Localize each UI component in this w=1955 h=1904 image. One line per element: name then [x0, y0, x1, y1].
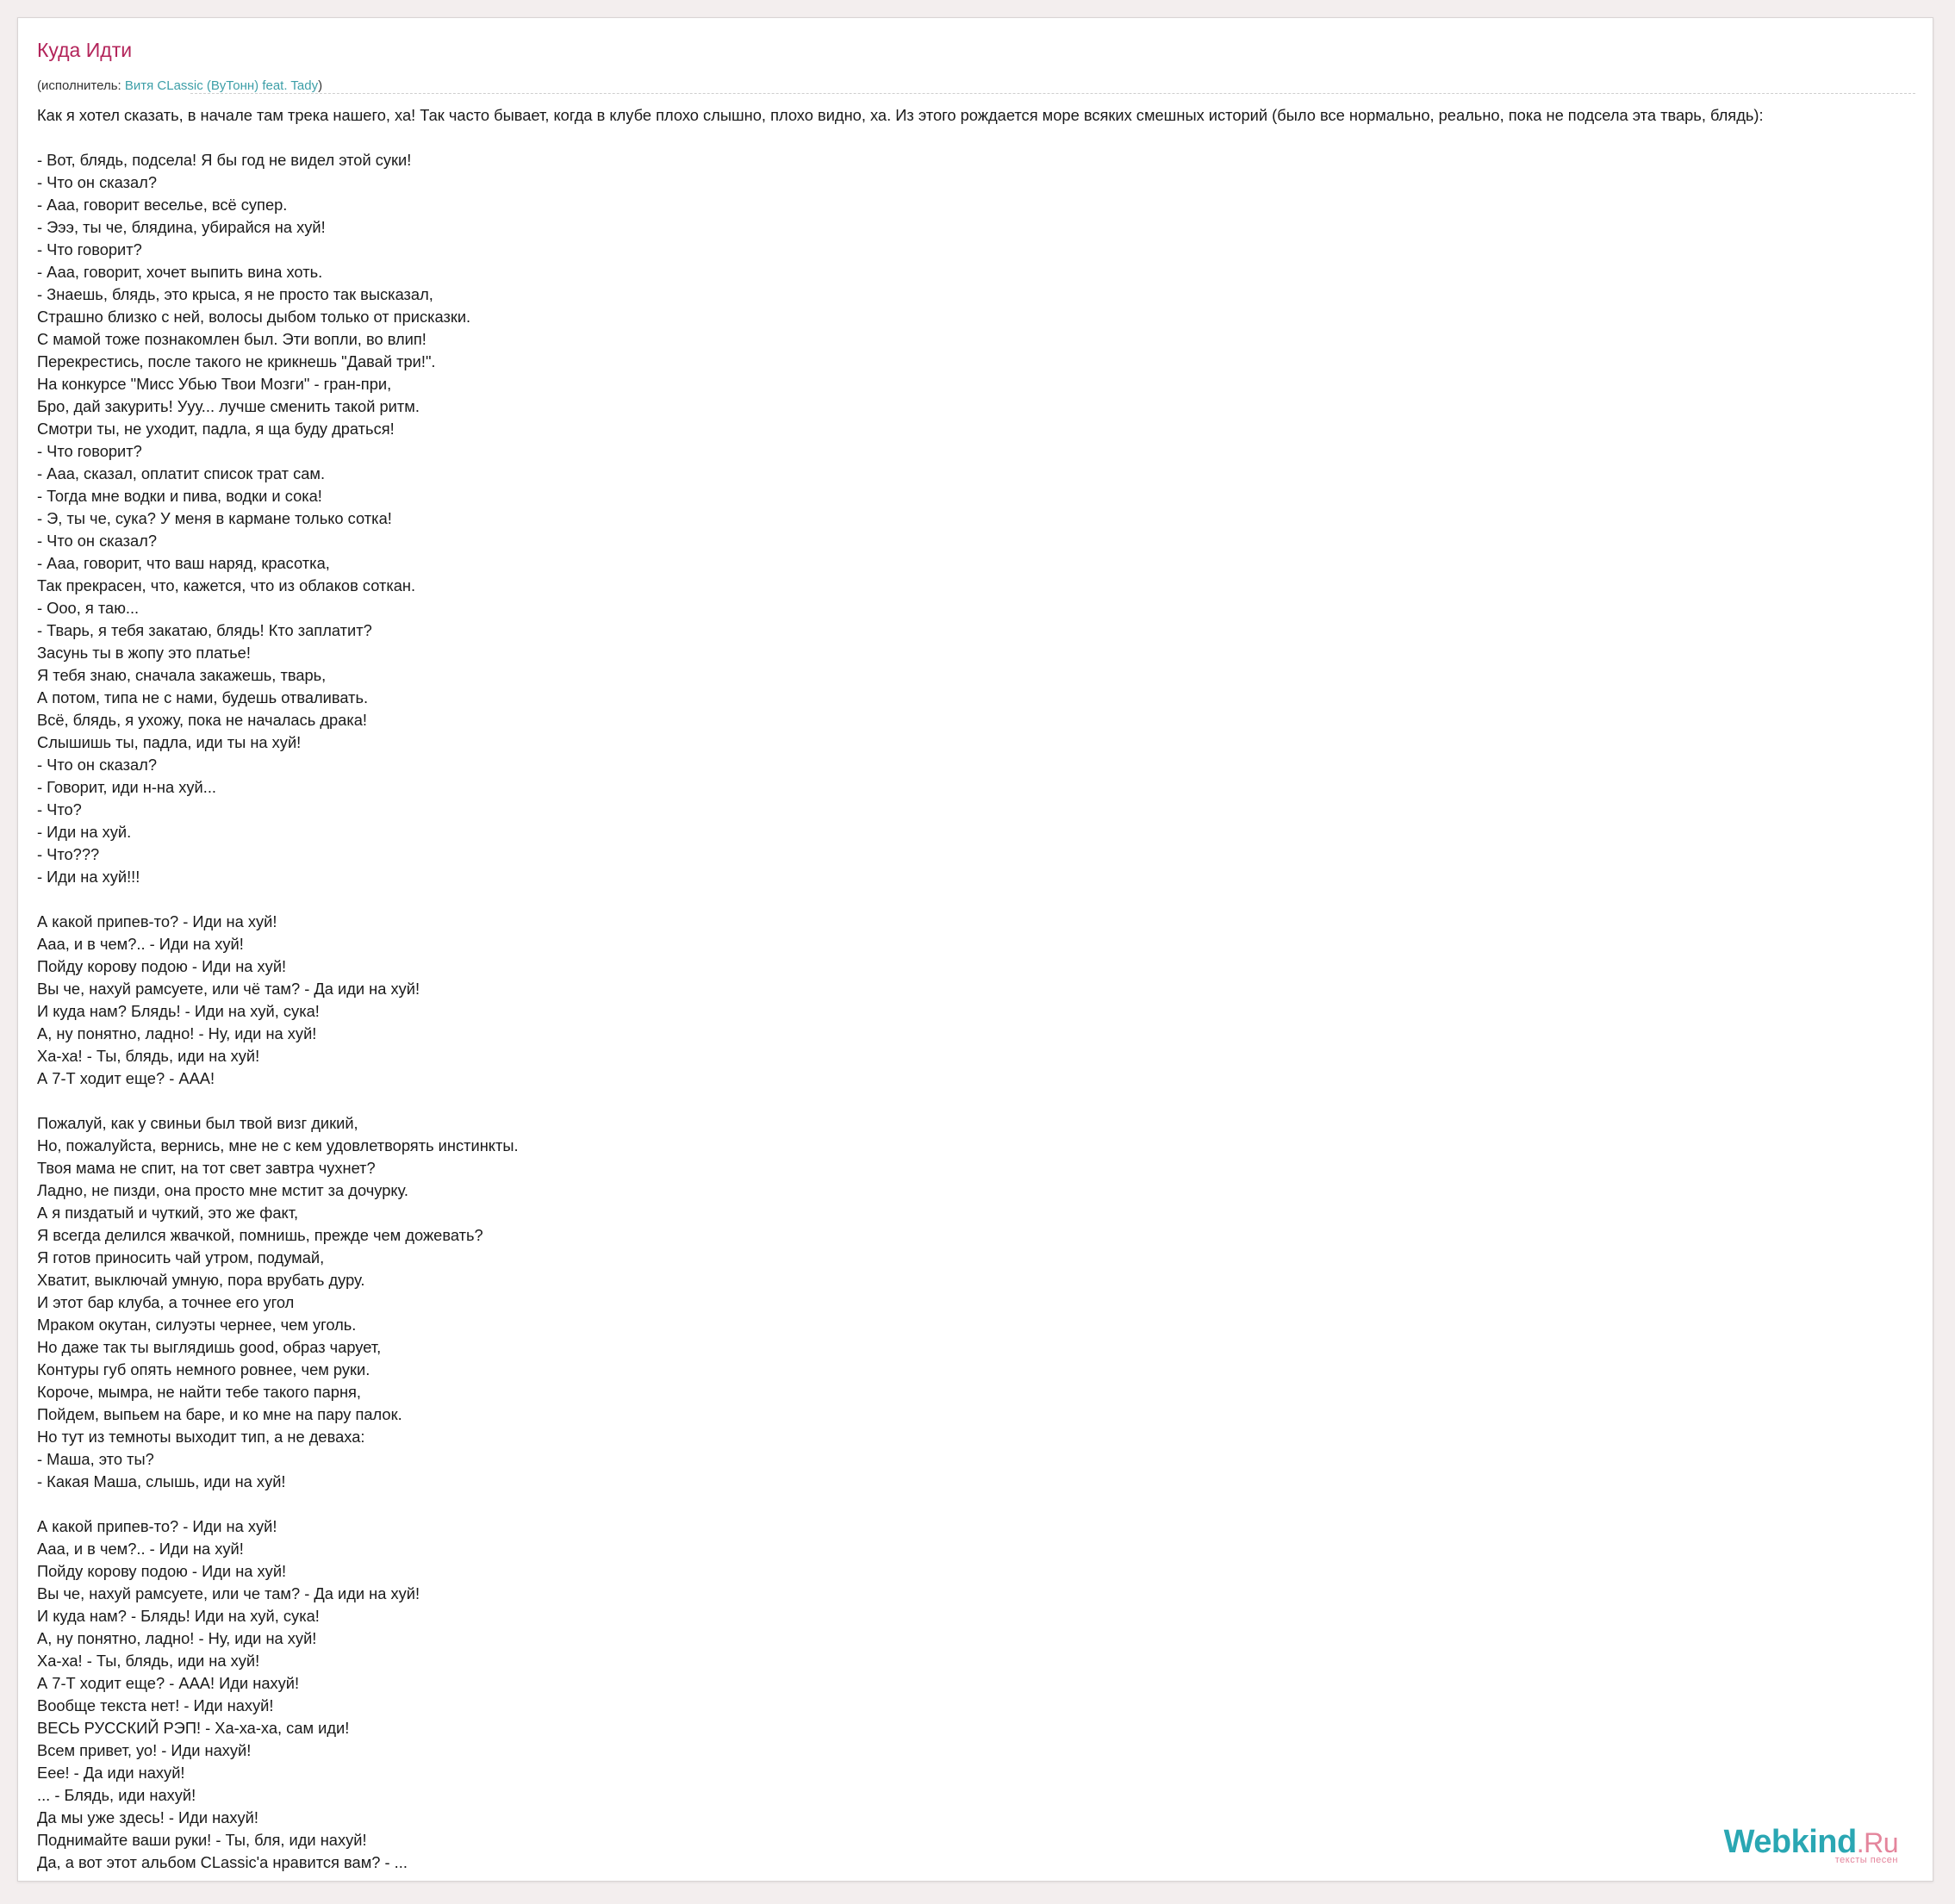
lyric-line: Пожалуй, как у свиньи был твой визг дикий,	[37, 1114, 358, 1132]
lyric-line: Да, а вот этот альбом CLassic'a нравится вам? - ...	[37, 1853, 408, 1871]
lyric-line: А какой припев-то? - Иди на хуй!	[37, 1517, 277, 1535]
lyric-line: С мамой тоже познакомлен был. Эти вопли, во влип!	[37, 330, 426, 348]
lyrics-paragraph	[37, 911, 1933, 1090]
lyric-line: - Иди на хуй.	[37, 823, 132, 841]
artist-line	[37, 78, 322, 94]
lyric-line: Перекрестись, после такого не крикнешь "Давай три!".	[37, 352, 436, 370]
lyric-line: - Ааа, сказал, оплатит список трат сам.	[37, 464, 326, 482]
lyric-line: А потом, типа не с нами, будешь отваливать.	[37, 688, 369, 706]
artist-suffix: )	[318, 78, 323, 93]
page-container	[17, 17, 1933, 1882]
lyric-line: - Э, ты че, сука? У меня в кармане только сотка!	[37, 509, 392, 527]
lyrics-paragraph	[37, 104, 1933, 127]
artist-link[interactable]: Витя CLassic (ВуТонн) feat. Tady	[124, 78, 319, 93]
lyric-line: Вы че, нахуй рамсуете, или чё там? - Да иди на хуй!	[37, 980, 420, 998]
lyric-line: Но, пожалуйста, вернись, мне не с кем удовлетворять инстинкты.	[37, 1136, 519, 1154]
lyric-line: Засунь ты в жопу это платье!	[37, 644, 251, 662]
logo-subtitle: тексты песен	[1834, 1855, 1898, 1865]
lyric-line: Поднимайте ваши руки! - Ты, бля, иди нахуй!	[37, 1831, 367, 1849]
lyric-line: - Эээ, ты че, блядина, убирайся на хуй!	[37, 218, 326, 236]
lyric-line: И этот бар клуба, а точнее его угол	[37, 1293, 295, 1311]
lyric-line: А какой припев-то? - Иди на хуй!	[37, 912, 277, 930]
lyric-line: - Тварь, я тебя закатаю, блядь! Кто заплатит?	[37, 621, 372, 639]
lyric-line: - Ааа, говорит, что ваш наряд, красотка,	[37, 554, 330, 572]
lyric-line: - Что он сказал?	[37, 756, 157, 774]
lyric-line: - Знаешь, блядь, это крыса, я не просто так высказал,	[37, 285, 433, 303]
lyric-line: Вообще текста нет! - Иди нахуй!	[37, 1696, 274, 1714]
lyric-line: А, ну понятно, ладно! - Ну, иди на хуй!	[37, 1629, 317, 1647]
lyric-line: - Тогда мне водки и пива, водки и сока!	[37, 487, 322, 505]
lyric-line: - Что он сказал?	[37, 532, 157, 550]
lyric-line: Пойду корову подою - Иди на хуй!	[37, 957, 287, 975]
lyric-line: Но тут из темноты выходит тип, а не деваха:	[37, 1428, 365, 1446]
lyric-line: Да мы уже здесь! - Иди нахуй!	[37, 1808, 258, 1826]
lyric-line: А я пиздатый и чуткий, это же факт,	[37, 1204, 299, 1222]
lyric-line: Но даже так ты выглядишь good, образ чарует,	[37, 1338, 382, 1356]
lyric-line: Ладно, не пизди, она просто мне мстит за дочурку.	[37, 1181, 408, 1199]
site-logo[interactable]	[1724, 1825, 1898, 1865]
lyrics-paragraph	[37, 1112, 1933, 1493]
lyric-line: Всем привет, уо! - Иди нахуй!	[37, 1741, 252, 1759]
lyrics-body	[37, 104, 1933, 1874]
lyric-line: - Говорит, иди н-на хуй...	[37, 778, 216, 796]
lyric-line: Я тебя знаю, сначала закажешь, тварь,	[37, 666, 327, 684]
lyric-line: Смотри ты, не уходит, падла, я ща буду драться!	[37, 420, 395, 438]
lyric-line: Ха-ха! - Ты, блядь, иди на хуй!	[37, 1652, 260, 1670]
lyric-line: А, ну понятно, ладно! - Ну, иди на хуй!	[37, 1024, 317, 1042]
lyric-line: А 7-Т ходит еще? - ААА! Иди нахуй!	[37, 1674, 300, 1692]
lyric-line: ... - Блядь, иди нахуй!	[37, 1786, 196, 1804]
lyric-line: - Что???	[37, 845, 100, 863]
header-divider	[190, 93, 1915, 94]
lyric-line: - Иди на хуй!!!	[37, 868, 140, 886]
lyric-line: Как я хотел сказать, в начале там трека нашего, ха! Так часто бывает, когда в клубе плохо слышно, плохо видно, ха. Из этого рождается море всяких смешных историй (было все нормально, реально, пока не подсела эта тварь, блядь):	[37, 106, 1764, 124]
lyrics-paragraph	[37, 149, 1933, 888]
lyric-line: Пойдем, выпьем на баре, и ко мне на пару палок.	[37, 1405, 402, 1423]
lyric-line: - Что говорит?	[37, 442, 142, 460]
lyric-line: - Ааа, говорит, хочет выпить вина хоть.	[37, 263, 323, 281]
lyric-line: - Что говорит?	[37, 240, 142, 258]
lyric-line: И куда нам? - Блядь! Иди на хуй, сука!	[37, 1607, 320, 1625]
lyric-line: - Что он сказал?	[37, 173, 157, 191]
lyric-line: Пойду корову подою - Иди на хуй!	[37, 1562, 287, 1580]
lyric-line: Короче, мымра, не найти тебе такого парня,	[37, 1383, 362, 1401]
lyric-line: Твоя мама не спит, на тот свет завтра чухнет?	[37, 1159, 376, 1177]
lyric-line: На конкурсе "Мисс Убью Твои Мозги" - гран-при,	[37, 375, 392, 393]
lyric-line: Слышишь ты, падла, иди ты на хуй!	[37, 733, 302, 751]
lyric-line: Я всегда делился жвачкой, помнишь, прежде чем дожевать?	[37, 1226, 483, 1244]
lyric-line: - Что?	[37, 800, 82, 818]
lyric-line: Страшно близко с ней, волосы дыбом только от присказки.	[37, 308, 471, 326]
song-title: Куда Идти	[37, 39, 133, 61]
lyric-line: Так прекрасен, что, кажется, что из облаков соткан.	[37, 576, 416, 594]
lyric-line: Бро, дай закурить! Ууу... лучше сменить такой ритм.	[37, 397, 420, 415]
logo-tld: .Ru	[1856, 1827, 1898, 1858]
lyric-line: Ааа, и в чем?.. - Иди на хуй!	[37, 1540, 244, 1558]
lyric-line: А 7-Т ходит еще? - ААА!	[37, 1069, 215, 1087]
artist-prefix: (исполнитель:	[37, 78, 125, 93]
lyric-line: Ааа, и в чем?.. - Иди на хуй!	[37, 935, 244, 953]
lyric-line: - Ааа, говорит веселье, всё супер.	[37, 196, 288, 214]
lyric-line: Еее! - Да иди нахуй!	[37, 1764, 185, 1782]
lyric-line: Контуры губ опять немного ровнее, чем руки.	[37, 1360, 370, 1378]
lyric-line: Вы че, нахуй рамсуете, или че там? - Да иди на хуй!	[37, 1584, 420, 1602]
lyric-line: Хватит, выключай умную, пора врубать дуру.	[37, 1271, 365, 1289]
lyric-line: Всё, блядь, я ухожу, пока не началась драка!	[37, 711, 367, 729]
lyric-line: - Какая Маша, слышь, иди на хуй!	[37, 1472, 286, 1490]
lyrics-paragraph	[37, 1515, 1933, 1874]
lyric-line: И куда нам? Блядь! - Иди на хуй, сука!	[37, 1002, 320, 1020]
lyric-line: - Маша, это ты?	[37, 1450, 154, 1468]
lyric-line: Мраком окутан, силуэты чернее, чем уголь.	[37, 1316, 357, 1334]
lyric-line: ВЕСЬ РУССКИЙ РЭП! - Ха-ха-ха, сам иди!	[37, 1719, 350, 1737]
lyric-line: - Вот, блядь, подсела! Я бы год не видел этой суки!	[37, 151, 412, 169]
lyric-line: Я готов приносить чай утром, подумай,	[37, 1248, 325, 1266]
lyric-line: - Ооо, я таю...	[37, 599, 140, 617]
logo-main-text: Webkind	[1723, 1824, 1857, 1860]
lyric-line: Ха-ха! - Ты, блядь, иди на хуй!	[37, 1047, 260, 1065]
